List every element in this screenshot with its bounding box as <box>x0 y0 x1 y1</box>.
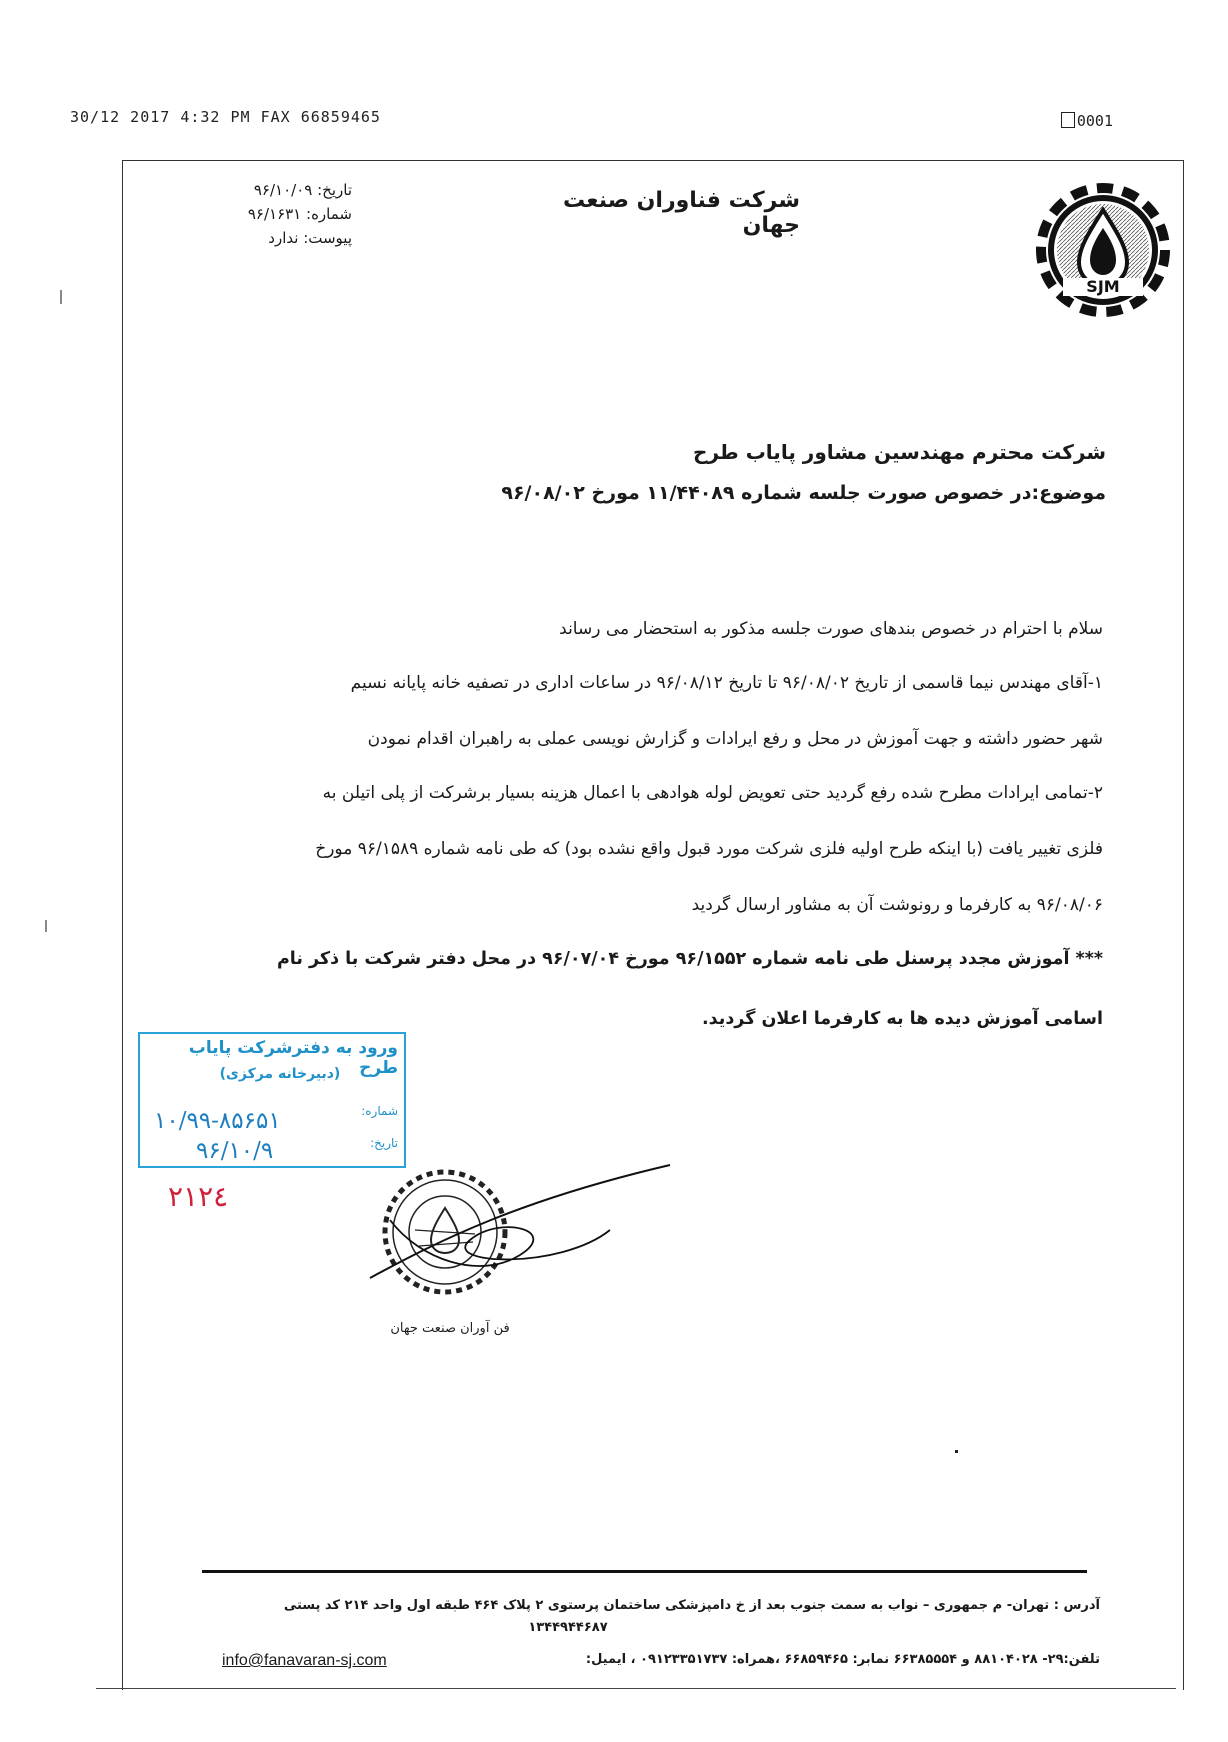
scan-speck <box>60 290 62 304</box>
letter-frame <box>122 160 1184 1690</box>
seal-text: فن آوران صنعت جهان <box>390 1321 510 1336</box>
company-seal <box>360 1160 690 1340</box>
item-2-line-2: فلزی تغییر یافت (با اینکه طرح اولیه فلزی شرکت مورد قبول واقع نشده بود) که طی نامه شماره ۹۶/۱۵۸۹ مورخ <box>315 839 1103 859</box>
note-line-2: اسامی آموزش دیده ها به کارفرما اعلان گردید. <box>702 1009 1103 1029</box>
red-handwritten-number: ۲۱۲٤ <box>168 1180 229 1213</box>
note-line-1: *** آموزش مجدد پرسنل طی نامه شماره ۹۶/۱۵۵۲ مورخ ۹۶/۰۷/۰۴ در محل دفتر شرکت با ذکر نام <box>276 949 1103 969</box>
stamp-number-label: شماره: <box>361 1104 398 1118</box>
letter-frame-bottom <box>96 1688 1176 1689</box>
attachment-line: پیوست: ندارد <box>268 229 352 247</box>
stamp-date-handwritten: ۹۶/۱۰/۹ <box>196 1138 274 1164</box>
footer-email-link[interactable]: info@fanavaran-sj.com <box>222 1652 387 1669</box>
fax-header: 30/12 2017 4:32 PM FAX 66859465 <box>70 108 381 126</box>
receipt-stamp <box>138 1032 406 1168</box>
footer-contact: تلفن:۲۹- ۸۸۱۰۴۰۲۸ و ۶۶۳۸۵۵۵۴ نمابر: ۶۶۸۵۹۴۶۵ ،همراه: ۰۹۱۲۳۳۵۱۷۳۷ ، ایمیل: <box>585 1652 1100 1667</box>
stamp-date-label: تاریخ: <box>370 1136 398 1150</box>
letter-meta <box>180 178 352 250</box>
recipient: شرکت محترم مهندسین مشاور پایاب طرح <box>693 440 1106 464</box>
date-line: تاریخ: ۹۶/۱۰/۰۹ <box>253 181 352 199</box>
stamp-title: ورود به دفترشرکت پایاب طرح <box>188 1038 398 1078</box>
footer-address: آدرس : تهران- م جمهوری – نواب به سمت جنوب بعد از خ دامپزشکی ساختمان پرستوی ۲ پلاک ۴۶۴ طبقه اول واحد ۲۱۴ کد پستی <box>283 1598 1100 1613</box>
footer-postal-code: ۱۳۴۴۹۴۴۶۸۷ <box>528 1620 608 1635</box>
footer-divider <box>202 1570 1087 1573</box>
scan-speck <box>45 920 47 932</box>
item-1-line-1: ۱-آقای مهندس نیما قاسمی از تاریخ ۹۶/۰۸/۰۲ تا تاریخ ۹۶/۰۸/۱۲ در ساعات اداری در تصفیه خانه پایانه نسیم <box>350 673 1103 693</box>
item-2-line-1: ۲-تمامی ایرادات مطرح شده رفع گردید حتی تعویض لوله هوادهی با اعمال هزینه بسیار برشرکت از پلی اتیلن به <box>322 783 1103 803</box>
stamp-number-handwritten: ۱۰/۹۹-۸۵۶۵۱ <box>154 1108 281 1134</box>
item-2-line-3: ۹۶/۰۸/۰۶ به کارفرما و رونوشت آن به مشاور ارسال گردید <box>691 895 1103 915</box>
company-logo <box>1015 178 1205 323</box>
item-1-line-2: شهر حضور داشته و جهت آموزش در محل و رفع ایرادات و گزارش نویسی عملی به راهبران اقدام نمودن <box>367 729 1103 749</box>
number-line: شماره: ۹۶/۱۶۳۱ <box>247 205 352 223</box>
fax-page-number-text: 0001 <box>1076 112 1113 130</box>
greeting-line: سلام با احترام در خصوص بندهای صورت جلسه مذکور به استحضار می رساند <box>559 619 1103 639</box>
fax-page-icon <box>1061 112 1075 128</box>
logo-text: SJM <box>1086 277 1120 296</box>
fax-page-number <box>1061 112 1113 130</box>
scan-speck <box>955 1450 958 1453</box>
company-name: شرکت فناوران صنعت جهان <box>563 188 800 238</box>
seal-signature-icon <box>360 1160 690 1340</box>
gear-drop-logo-icon <box>1015 178 1205 323</box>
subject: موضوع:در خصوص صورت جلسه شماره ۱۱/۴۴۰۸۹ مورخ ۹۶/۰۸/۰۲ <box>501 482 1106 504</box>
stamp-subtitle: (دبیرخانه مرکزی) <box>219 1066 341 1082</box>
